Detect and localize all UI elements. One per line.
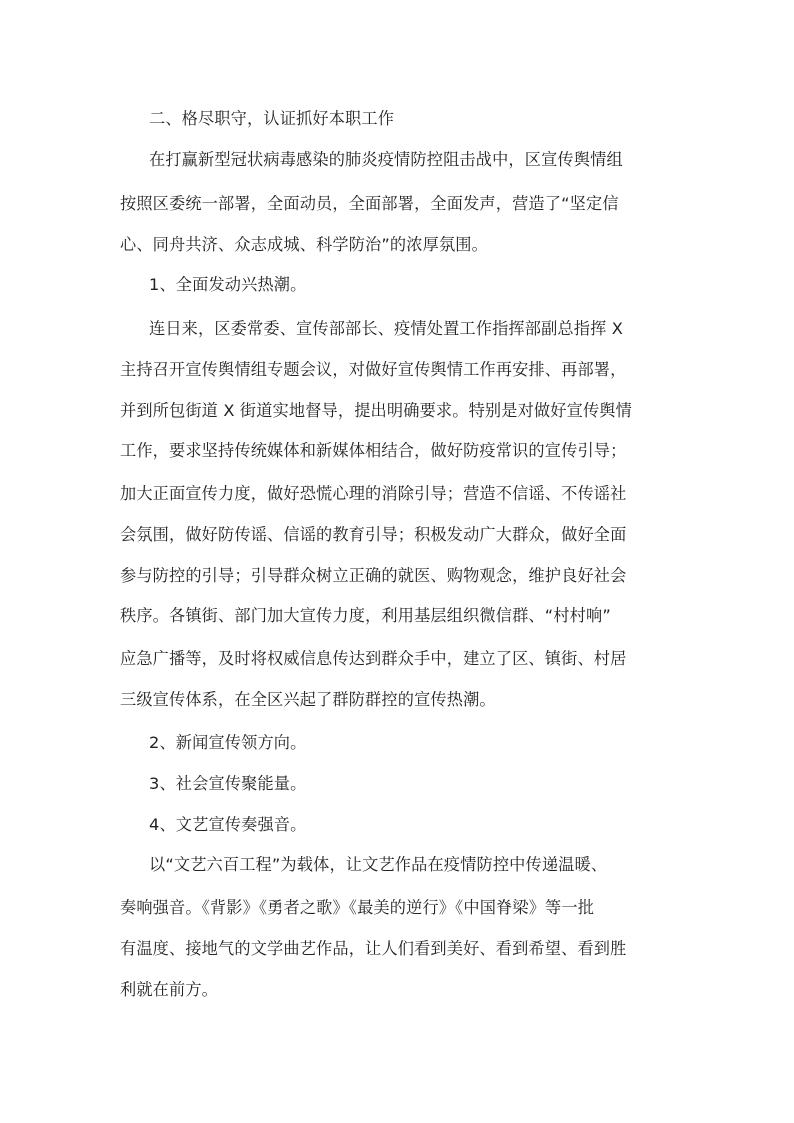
- section-heading: 二、格尽职守，认证抓好本职工作: [149, 109, 395, 128]
- paragraph-line: 加大正面宣传力度，做好恐慌心理的消除引导；营造不信谣、不传谣社: [120, 484, 627, 503]
- paragraph-line: 以“文艺六百工程”为载体，让文艺作品在疫情防控中传递温暖、: [149, 855, 608, 874]
- paragraph-line: 在打赢新型冠状病毒感染的肺炎疫情防控阻击战中，区宣传舆情组: [149, 150, 623, 169]
- paragraph-line: 会氛围，做好防传谣、信谣的教育引导；积极发动广大群众，做好全面: [120, 525, 627, 544]
- paragraph-line: 并到所包街道 X 街道实地督导，提出明确要求。特别是对做好宣传舆情: [120, 401, 632, 420]
- paragraph-line: 秩序。各镇街、部门加大宣传力度，利用基层组织微信群、“村村响”: [120, 606, 611, 625]
- paragraph-line: 主持召开宣传舆情组专题会议，对做好宣传舆情工作再安排、再部署，: [120, 360, 627, 379]
- subheading: 1、全面发动兴热潮。: [149, 275, 307, 294]
- paragraph-line: 心、同舟共济、众志成城、科学防治”的浓厚氛围。: [120, 235, 488, 254]
- subheading: 4、文艺宣传奏强音。: [149, 815, 307, 834]
- paragraph-line: 工作，要求坚持传统媒体和新媒体相结合，做好防疫常识的宣传引导；: [120, 441, 627, 460]
- paragraph-line: 三级宣传体系，在全区兴起了群防群控的宣传热潮。: [120, 690, 496, 709]
- paragraph-line: 按照区委统一部署，全面动员，全面部署，全面发声，营造了“坚定信: [120, 194, 619, 213]
- paragraph-line: 应急广播等，及时将权威信息传达到群众手中，建立了区、镇街、村居: [120, 649, 627, 668]
- paragraph-line: 利就在前方。: [120, 980, 219, 999]
- subheading: 2、新闻宣传领方向。: [149, 733, 307, 752]
- paragraph-line: 参与防控的引导；引导群众树立正确的就医、购物观念，维护良好社会: [120, 566, 627, 585]
- paragraph-line: 奏响强音。《背影》《勇者之歌》《最美的逆行》《中国脊梁》等一批: [120, 898, 595, 917]
- subheading: 3、社会宣传聚能量。: [149, 774, 307, 793]
- paragraph-line: 有温度、接地气的文学曲艺作品，让人们看到美好、看到希望、看到胜: [120, 939, 627, 958]
- paragraph-line: 连日来，区委常委、宣传部部长、疫情处置工作指挥部副总指挥 X: [149, 319, 623, 338]
